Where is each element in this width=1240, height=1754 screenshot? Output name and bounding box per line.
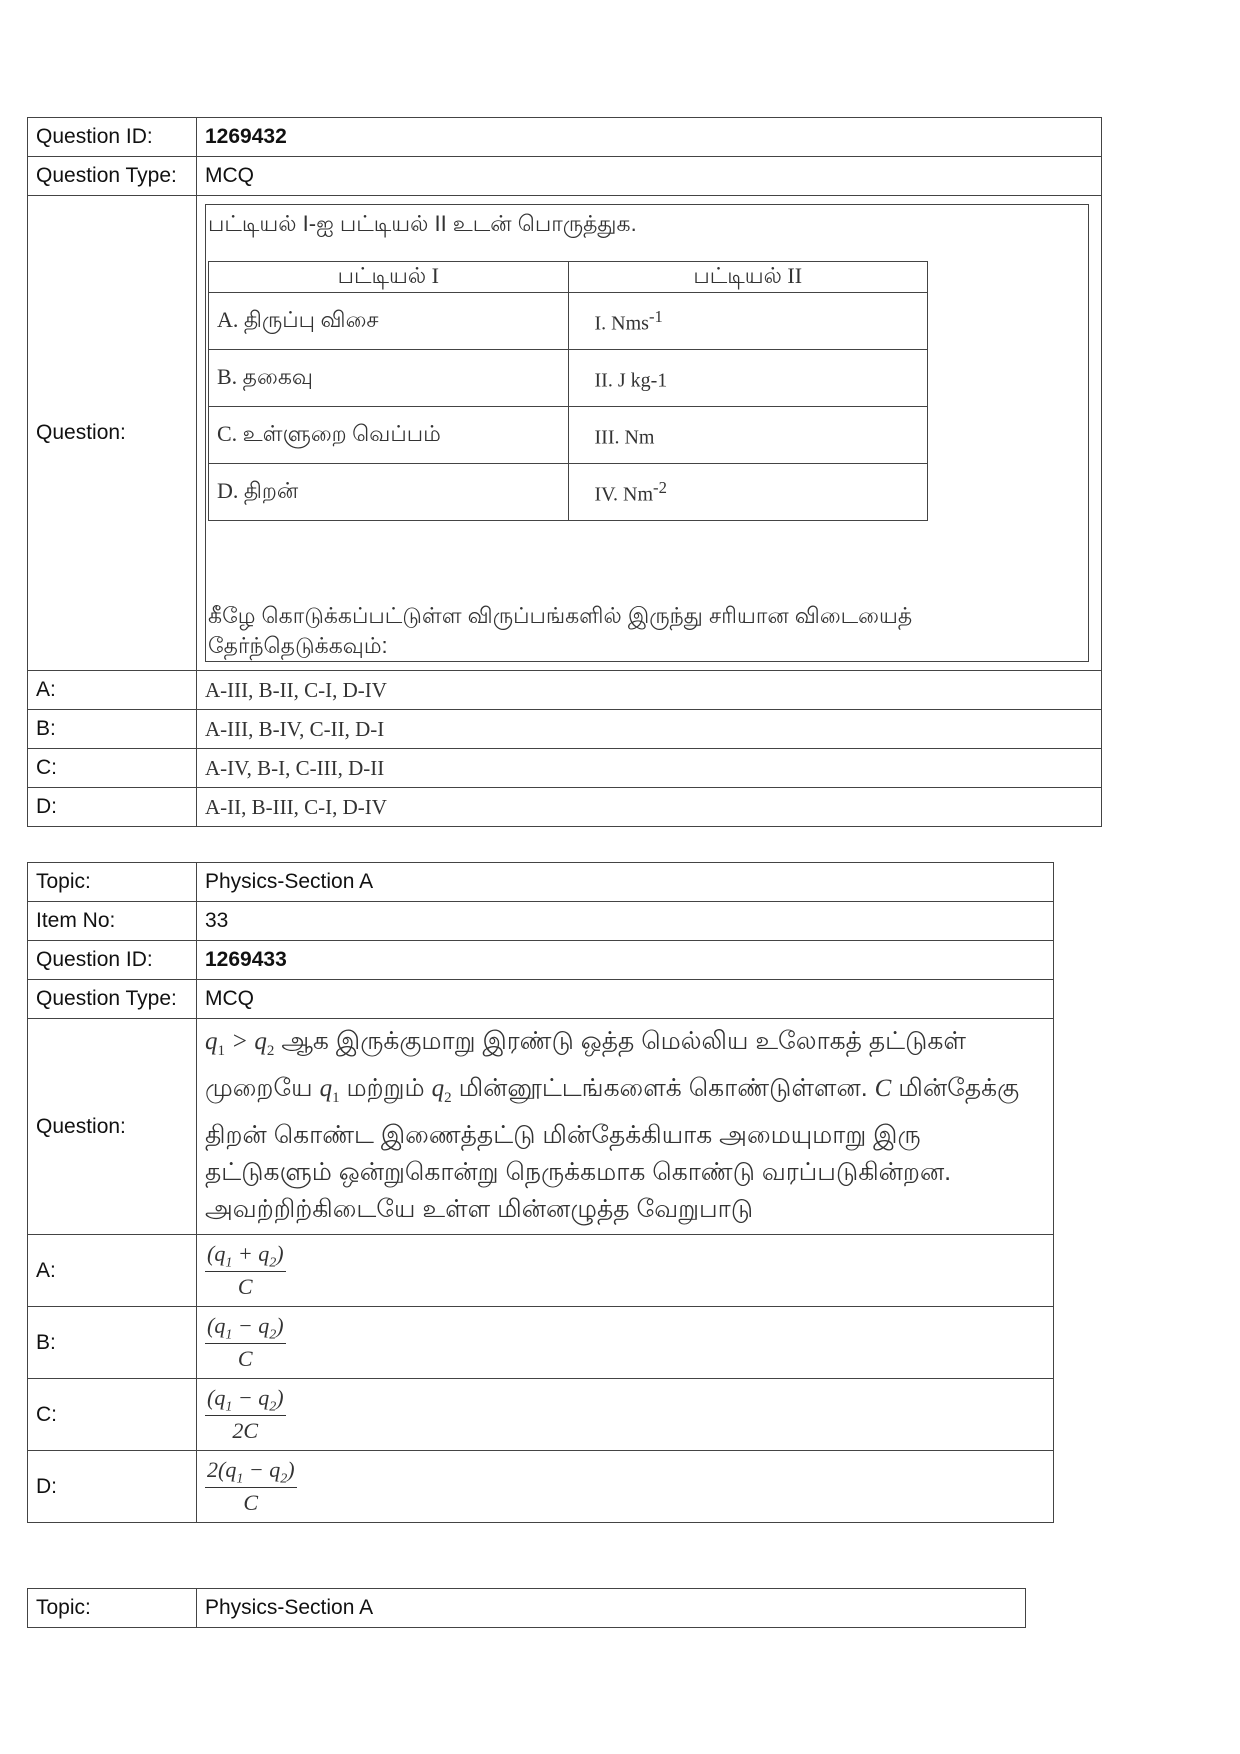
option-b-text: A-III, B-IV, C-II, D-I [197,710,1102,749]
topic-label: Topic: [28,1589,197,1628]
option-c-label: C: [28,749,197,788]
option-a-text: A-III, B-II, C-I, D-IV [197,671,1102,710]
question-label: Question: [28,1019,197,1235]
topic-value: Physics-Section A [197,1589,1026,1628]
option-a-formula: $\frac{(q_1 + q_2)}{C}$ [197,1235,1054,1307]
list-1-item: A. திருப்பு விசை [209,293,569,350]
option-b-label: B: [28,1307,197,1379]
option-a-label: A: [28,671,197,710]
option-d-formula: $\frac{2(q_1 - q_2)}{C}$ [197,1451,1054,1523]
question-body [197,1019,1054,1235]
option-c-formula: $\frac{(q_1 - q_2)}{2C}$ [197,1379,1054,1451]
question-type-label: Question Type: [28,980,197,1019]
list-1-item: C. உள்ளுறை வெப்பம் [209,407,569,464]
list-2-header: பட்டியல் II [568,262,928,293]
question-text: $q_1 > q_2$ ஆக இருக்குமாறு இரண்டு ஒத்த மெல்லிய உலோகத் தட்டுகள் முறையே $q_1$ மற்றும் $q_2$ மின்னூட்டங்களைக் கொண்டுள்ளன. C மின்தேக்கு திறன் கொண்ட இணைத்தட்டு மின்தேக்கியாக அமையுமாறு இரு தட்டுகளும் ஒன்றுகொன்று நெருக்கமாக கொண்டு வரப்படுகின்றன. அவற்றிற்கிடையே உள்ள மின்னழுத்த வேறுபாடு [205,1027,1020,1223]
question-type-value: MCQ [197,157,1102,196]
option-d-label: D: [28,788,197,827]
list-2-item: II. J kg-1 [568,350,928,407]
list-2-item: I. Nms$^{-1}$ [568,293,928,350]
question-1309432-table [27,117,1102,827]
list-1-header: பட்டியல் I [209,262,569,293]
list-1-item: D. திறன் [209,464,569,521]
question-type-value: MCQ [197,980,1054,1019]
list-1-item: B. தகைவு [209,350,569,407]
question-label: Question: [28,196,197,671]
option-d-text: A-II, B-III, C-I, D-IV [197,788,1102,827]
topic-value: Physics-Section A [197,863,1054,902]
question-instruction: கீழே கொடுக்கப்பட்டுள்ள விருப்பங்களில் இருந்து சரியான விடையைத் தேர்ந்தெடுக்கவும்: [208,603,913,658]
item-no-label: Item No: [28,902,197,941]
option-c-label: C: [28,1379,197,1451]
topic-label: Topic: [28,863,197,902]
question-id-label: Question ID: [28,941,197,980]
question-intro: பட்டியல் I-ஐ பட்டியல் II உடன் பொருத்துக. [208,211,637,236]
list-2-item: III. Nm [568,407,928,464]
option-b-label: B: [28,710,197,749]
question-id-label: Question ID: [28,118,197,157]
item-no-value: 33 [197,902,1054,941]
question-2-table [27,862,1054,1523]
question-3-table [27,1588,1026,1628]
question-type-label: Question Type: [28,157,197,196]
question-body [197,196,1102,671]
list-2-item: IV. $Nm^{-2}$ [568,464,928,521]
option-d-label: D: [28,1451,197,1523]
option-a-label: A: [28,1235,197,1307]
option-c-text: A-IV, B-I, C-III, D-II [197,749,1102,788]
option-b-formula: $\frac{(q_1 - q_2)}{C}$ [197,1307,1054,1379]
question-id-value: 1269432 [197,118,1102,157]
question-content-box [205,204,1089,662]
question-id-value: 1269433 [197,941,1054,980]
match-list-table [208,261,928,521]
